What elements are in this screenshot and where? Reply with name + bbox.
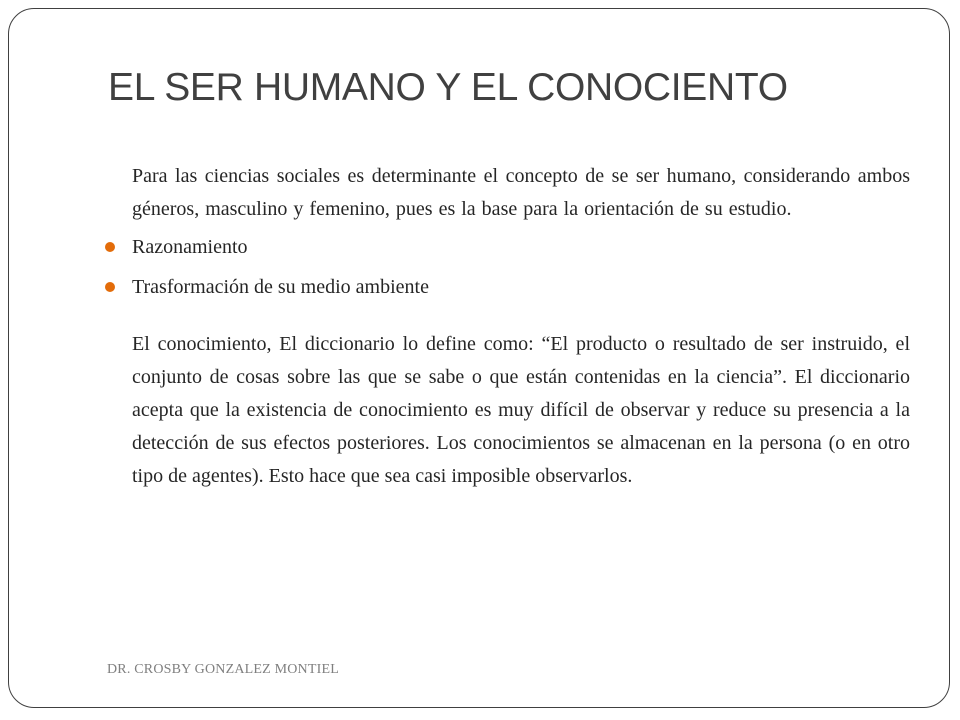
- slide-body: [104, 160, 910, 493]
- knowledge-paragraph: El conocimiento, El diccionario lo define como: “El producto o resultado de ser instruido, el conjunto de cosas sobre las que se sabe o que están contenidas en la ciencia”. El diccionario acepta que la existencia de conocimiento es muy difícil de observar y reduce su presencia a la detección de sus efectos posteriores. Los conocimientos se almacenan en la persona (o en otro tipo de agentes). Esto hace que sea casi imposible observarlos.: [132, 333, 910, 487]
- bullet-list: [104, 234, 910, 300]
- bullet-item-trasformacion: [104, 274, 910, 300]
- bullet-item-razonamiento: [104, 234, 910, 260]
- bullet-label: Razonamiento: [132, 236, 248, 258]
- bullet-label: Trasformación de su medio ambiente: [132, 276, 429, 298]
- bullet-dot-icon: [105, 242, 115, 252]
- slide-footer: DR. CROSBY GONZALEZ MONTIEL: [107, 662, 339, 677]
- slide-title: EL SER HUMANO Y EL CONOCIENTO: [108, 66, 788, 109]
- intro-paragraph: Para las ciencias sociales es determinante el concepto de se ser humano, considerando ambos géneros, masculino y femenino, pues es la base para la orientación de su estudio.: [132, 165, 910, 220]
- bullet-dot-icon: [105, 282, 115, 292]
